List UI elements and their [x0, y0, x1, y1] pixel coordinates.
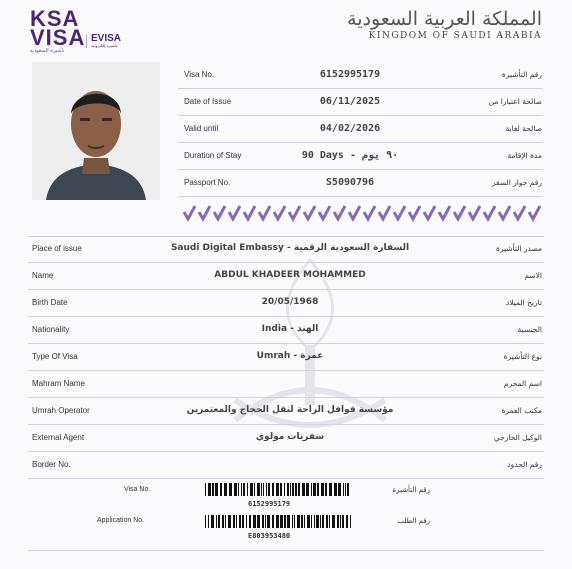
- barcode-bar: [290, 483, 291, 496]
- check-mark: [409, 206, 420, 219]
- barcode-bar: [242, 515, 244, 528]
- barcode-bar: [316, 515, 319, 528]
- barcode-bar: [234, 483, 237, 496]
- field-label: Birth Date: [32, 298, 68, 307]
- barcode-bar: [205, 483, 206, 496]
- field-label-ar: مكتب العمرة: [501, 406, 542, 415]
- top-field-label-ar: صالحة اعتبارا من: [488, 97, 542, 106]
- barcode-bar: [287, 515, 290, 528]
- barcode-bar: [228, 515, 231, 528]
- kingdom-logo: [347, 8, 542, 41]
- barcode-bar: [268, 483, 270, 496]
- barcode-bar: [218, 515, 220, 528]
- field-label-ar: تاريخ الميلاد: [505, 298, 542, 307]
- barcode-bar: [276, 483, 279, 496]
- field-label: Nationality: [32, 325, 70, 334]
- barcode-bar: [287, 483, 289, 496]
- field-label: External Agent: [32, 433, 85, 442]
- barcode-bar: [220, 483, 222, 496]
- barcode-bar: [347, 483, 349, 496]
- passport-photo: [32, 62, 160, 200]
- barcode-bar: [292, 483, 294, 496]
- barcode-bar: [325, 483, 327, 496]
- check-mark: [484, 206, 495, 219]
- barcode-bar: [225, 515, 226, 528]
- top-field-label-ar: صالحة لغاية: [505, 124, 542, 133]
- barcode-bar: [233, 515, 235, 528]
- check-mark: [244, 206, 255, 219]
- top-field-label: Date of Issue: [184, 97, 232, 106]
- barcode-bar: [247, 483, 248, 496]
- barcode-bar: [262, 515, 264, 528]
- check-mark: [454, 206, 465, 219]
- visa-barcode: [205, 483, 353, 496]
- barcode-bar: [311, 483, 312, 496]
- top-field-label: Valid until: [184, 124, 219, 133]
- barcode-app-number: E803953480: [248, 532, 291, 540]
- field-value: Saudi Digital Embassy - السفارة السعودية الرقمية: [170, 243, 410, 253]
- evisa-logo: [86, 34, 121, 48]
- barcode-bar: [280, 515, 283, 528]
- barcode-bar: [272, 483, 274, 496]
- evisa-logo-sub: تأشيرة إلكترونية: [91, 43, 118, 48]
- barcode-bar: [346, 515, 348, 528]
- field-divider: [178, 88, 543, 89]
- barcode-bar: [239, 515, 241, 528]
- barcode-bar: [250, 483, 253, 496]
- check-mark: [259, 206, 270, 219]
- bottom-divider: [28, 550, 544, 551]
- barcode-bar: [298, 483, 300, 496]
- check-mark: [319, 206, 330, 219]
- barcode-bar: [301, 515, 303, 528]
- section-divider: [28, 236, 544, 237]
- field-label-ar: رقم الحدود: [507, 460, 542, 469]
- field-divider: [28, 424, 544, 425]
- field-label: Place of issue: [32, 244, 82, 253]
- barcode-bar: [254, 483, 255, 496]
- top-field-label: Duration of Stay: [184, 151, 242, 160]
- barcode-bar: [238, 483, 239, 496]
- barcode-bar: [246, 515, 247, 528]
- barcode-bar: [311, 515, 312, 528]
- barcode-bar: [326, 515, 328, 528]
- field-divider: [178, 142, 543, 143]
- check-mark: [214, 206, 225, 219]
- top-field-label-ar: رقم التأشيرة: [501, 70, 542, 79]
- top-field-label: Visa No.: [184, 70, 215, 79]
- barcode-bar: [322, 515, 324, 528]
- application-barcode: [205, 515, 353, 528]
- field-divider: [28, 262, 544, 263]
- top-field-value: 04/02/2026: [319, 123, 381, 134]
- barcode-bar: [350, 515, 351, 528]
- ksa-logo-line1: KSA: [30, 6, 80, 31]
- barcode-bar: [229, 483, 232, 496]
- kingdom-name-ar: المملكة العربية السعودية: [347, 8, 542, 30]
- field-value: مؤسسة قوافل الراحة لنقل الحجاج والمعتمرين: [186, 405, 394, 415]
- field-label-ar: الجنسية: [517, 325, 542, 334]
- field-value: سفريات مولوي: [255, 432, 325, 442]
- check-mark: [499, 206, 510, 219]
- field-divider: [28, 316, 544, 317]
- check-mark: [289, 206, 300, 219]
- field-divider: [28, 343, 544, 344]
- barcode-bar: [265, 515, 266, 528]
- barcode-bar: [304, 515, 305, 528]
- check-mark: [424, 206, 435, 219]
- barcode-bar: [321, 483, 324, 496]
- field-divider: [28, 397, 544, 398]
- barcode-bar: [253, 515, 256, 528]
- barcode-bar: [249, 515, 251, 528]
- field-value: 20/05/1968: [261, 297, 319, 307]
- ksa-visa-logo: [30, 6, 86, 55]
- barcode-bar: [337, 515, 339, 528]
- field-divider: [28, 451, 544, 452]
- barcode-bar: [205, 515, 206, 528]
- barcode-bar: [284, 515, 286, 528]
- barcode-bar: [294, 515, 295, 528]
- barcode-bar: [292, 515, 293, 528]
- barcode-bar: [343, 483, 344, 496]
- barcode-bar: [320, 515, 321, 528]
- field-label: Border No.: [32, 460, 71, 469]
- barcode-bar: [224, 483, 227, 496]
- evisa-logo-text: EVISA: [91, 33, 122, 44]
- barcode-bar: [313, 483, 316, 496]
- barcode-bar: [302, 483, 305, 496]
- barcode-bar: [261, 483, 262, 496]
- field-divider: [178, 196, 543, 197]
- field-divider: [28, 478, 544, 479]
- emblem-watermark: [215, 250, 405, 450]
- barcode-bar: [334, 483, 337, 496]
- barcode-bar: [280, 483, 282, 496]
- barcode-bar: [329, 515, 330, 528]
- ksa-logo-sub: تأشيرة السعودية: [30, 48, 65, 55]
- barcode-bar: [266, 483, 267, 496]
- check-mark: [349, 206, 360, 219]
- check-mark: [529, 206, 540, 219]
- kingdom-name-en: KINGDOM OF SAUDI ARABIA: [368, 31, 542, 41]
- top-field-value: 6152995179: [319, 69, 381, 80]
- check-mark: [394, 206, 405, 219]
- top-field-value: S5090796: [325, 177, 375, 188]
- barcode-bar: [211, 515, 214, 528]
- barcode-bar: [295, 483, 297, 496]
- barcode-bar: [267, 515, 270, 528]
- field-value: Umrah - عمرة: [256, 351, 324, 361]
- barcode-app-label-ar: رقم الطلب: [397, 517, 430, 525]
- barcode-bar: [215, 483, 218, 496]
- field-label: Umrah Operator: [32, 406, 90, 415]
- barcode-bar: [263, 483, 264, 496]
- check-mark: [274, 206, 285, 219]
- check-mark: [379, 206, 390, 219]
- top-field-label: Passport No.: [184, 178, 231, 187]
- barcode-bar: [208, 515, 209, 528]
- barcode-bar: [342, 515, 344, 528]
- field-label: Mahram Name: [32, 379, 85, 388]
- barcode-bar: [216, 515, 217, 528]
- barcode-bar: [307, 515, 310, 528]
- barcode-bar: [241, 483, 242, 496]
- barcode-bar: [257, 515, 260, 528]
- barcode-visa-number: 6152995179: [248, 500, 291, 508]
- field-label-ar: نوع التأشيرة: [503, 352, 542, 361]
- security-checkmark-band: [182, 204, 542, 222]
- barcode-bar: [208, 483, 211, 496]
- barcode-bar: [329, 483, 332, 496]
- top-field-value: 06/11/2025: [319, 96, 381, 107]
- field-divider: [178, 115, 543, 116]
- field-divider: [178, 169, 543, 170]
- field-value: India - الهند: [261, 324, 319, 334]
- barcode-bar: [345, 483, 346, 496]
- barcode-bar: [222, 515, 224, 528]
- barcode-bar: [332, 515, 335, 528]
- field-label: Type Of Visa: [32, 352, 78, 361]
- field-label-ar: مصدر التأشيرة: [496, 244, 542, 253]
- barcode-app-label: Application No.: [97, 517, 145, 524]
- barcode-bar: [243, 483, 245, 496]
- field-label-ar: الوكيل الخارجي: [493, 433, 542, 442]
- barcode-bar: [257, 483, 260, 496]
- field-divider: [28, 370, 544, 371]
- check-mark: [439, 206, 450, 219]
- check-mark: [229, 206, 240, 219]
- barcode-bar: [306, 483, 309, 496]
- barcode-bar: [276, 515, 279, 528]
- top-field-label-ar: رقم جواز السفر: [491, 178, 542, 187]
- barcode-bar: [317, 483, 319, 496]
- ksa-logo-line2: VISA: [30, 24, 86, 50]
- check-mark: [304, 206, 315, 219]
- barcode-bar: [212, 483, 214, 496]
- barcode-visa-label-ar: رقم التأشيرة: [392, 486, 430, 494]
- check-mark: [364, 206, 375, 219]
- top-field-label-ar: مدة الإقامة: [507, 151, 542, 160]
- barcode-visa-label: Visa No.: [124, 486, 151, 493]
- barcode-bar: [272, 515, 274, 528]
- check-mark: [514, 206, 525, 219]
- check-mark: [469, 206, 480, 219]
- barcode-bar: [236, 515, 237, 528]
- check-mark: [199, 206, 210, 219]
- barcode-bar: [338, 483, 341, 496]
- field-value: ABDUL KHADEER MOHAMMED: [214, 270, 366, 280]
- barcode-bar: [297, 515, 300, 528]
- field-label: Name: [32, 271, 54, 280]
- barcode-bar: [314, 515, 315, 528]
- check-mark: [334, 206, 345, 219]
- check-mark: [184, 206, 195, 219]
- field-label-ar: الاسم: [524, 271, 542, 280]
- barcode-bar: [340, 515, 341, 528]
- barcode-bar: [284, 483, 285, 496]
- field-label-ar: اسم المحرم: [503, 379, 542, 388]
- field-divider: [28, 289, 544, 290]
- top-field-value: 90 Days - ٩٠ يوم: [301, 150, 399, 161]
